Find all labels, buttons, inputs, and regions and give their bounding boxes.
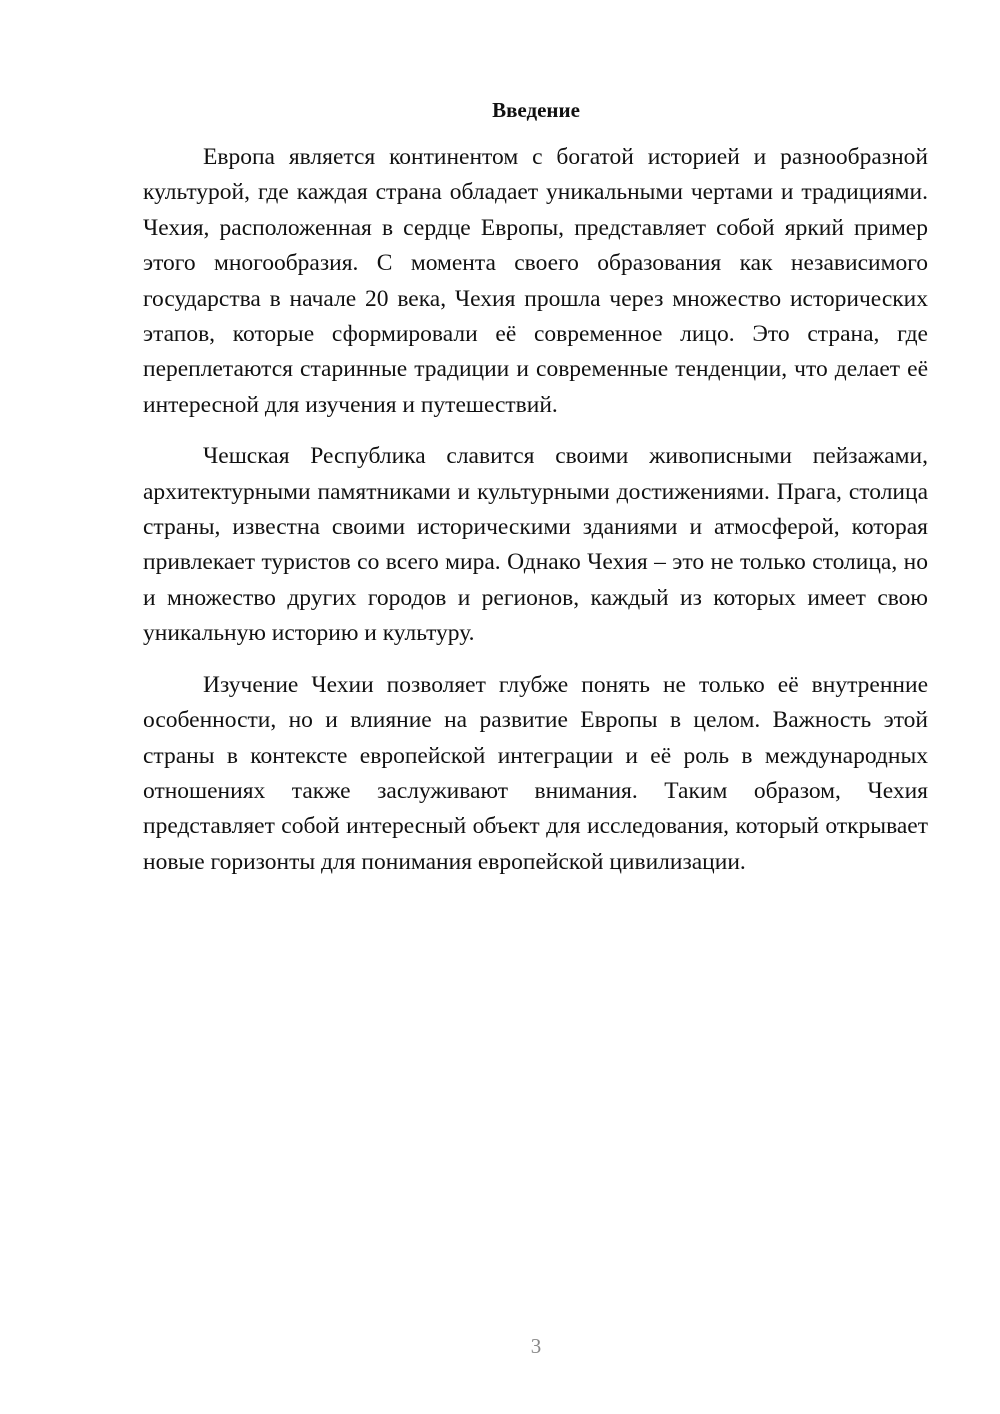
paragraph-1: Европа является континентом с богатой историей и разнообразной культурой, где каждая страна обладает уникальными чертами и традициями. Чехия, расположенная в сердце Европы, представляет собой яркий пример этого многообразия. С момента своего образования как независимого государства в начале 20 века, Чехия прошла через множество исторических этапов, которые сформировали её современное лицо. Это страна, где переплетаются старинные традиции и современные тенденции, что делает её интересной для изучения и путешествий. — [143, 144, 928, 418]
paragraph-3: Изучение Чехии позволяет глубже понять не только её внутренние особенности, но и влияние на развитие Европы в целом. Важность этой страны в контексте европейской интеграции и её роль в международных отношениях также заслуживают внимания. Таким образом, Чехия представляет собой интересный объект для исследования, который открывает новые горизонты для понимания европейской цивилизации. — [143, 671, 928, 875]
body-text — [143, 140, 928, 896]
page-title: Введение — [492, 98, 580, 122]
paragraph-2: Чешская Республика славится своими живописными пейзажами, архитектурными памятниками и культурными достижениями. Прага, столица страны, известна своими историческими зданиями и атмосферой, которая привлекает туристов со всего мира. Однако Чехия – это не только столица, но и множество других городов и регионов, каждый из которых имеет свою уникальную историю и культуру. — [143, 443, 928, 647]
page-number: 3 — [530, 1334, 542, 1358]
